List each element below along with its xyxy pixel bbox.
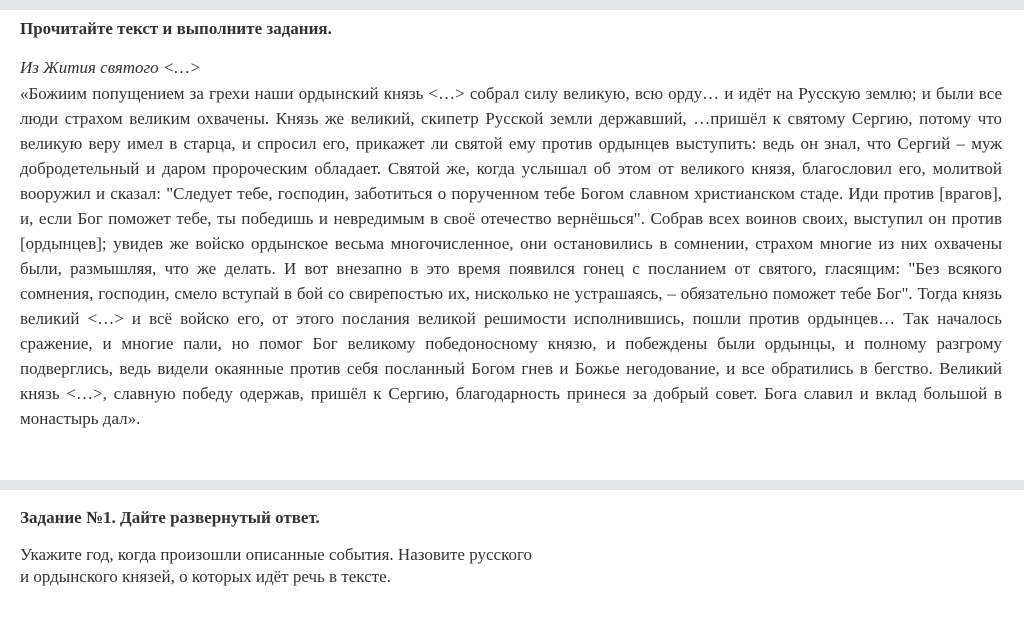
task-title: Задание №1. Дайте развернутый ответ. [20,508,320,527]
section-divider-band [0,480,1024,490]
text-source-title: Из Жития святого <…> [20,58,201,77]
task-question-line-2: и ордынского князей, о которых идёт речь в тексте. [20,567,391,586]
top-divider-band [0,0,1024,10]
reading-instruction: Прочитайте текст и выполните задания. [20,19,332,38]
reading-passage: «Божиим попущением за грехи наши ордынский князь <…> собрал силу великую, всю орду… и идёт на Русскую землю; и были все люди страхом великим охвачены. Князь же великий, скипетр Русской земли державший, …пришёл к святому Сергию, потому что великую веру имел в старца, и спросил его, прикажет ли святой ему против ордынцев выступить: ведь он знал, что Сергий – муж добродетельный и даром пророческим обладает. Святой же, когда услышал об этом от великого князя, благословил его, молитвой вооружил и сказал: "Следует тебе, господин, заботиться о порученном тебе Богом славном христианском стаде. Иди против [врагов], и, если Бог поможет тебе, ты победишь и невредимым в своё отечество вернёшься". Собрав всех воинов своих, выступил он против [ордынцев]; увидев же войско ордынское весьма многочисленное, они остановились в сомнении, страхом многие из них охвачены были, размышляя, что же делать. И вот внезапно в это время появился гонец с посланием от святого, гласящим: "Без всякого сомнения, господин, смело вступай в бой со свирепостью их, нисколько не устрашаясь, – обязательно поможет тебе Бог". Тогда князь великий <…> и всё войско его, от этого послания великой решимости исполнившись, пошли против ордынцев… Так началось сражение, и многие пали, но помог Бог великому победоносному князю, и побеждены были ордынцы, и полному разгрому подверглись, ведь видели окаянные против себя посланный Богом гнев и Божье негодование, и все обратились в бегство. Великий князь <…>, славную победу одержав, пришёл к Сергию, благодарность принеся за добрый совет. Бога славил и вклад большой в монастырь дал». [20,84,1002,428]
task-question [20,544,620,588]
task-question-line-1: Укажите год, когда произошли описанные события. Назовите русского [20,545,533,564]
